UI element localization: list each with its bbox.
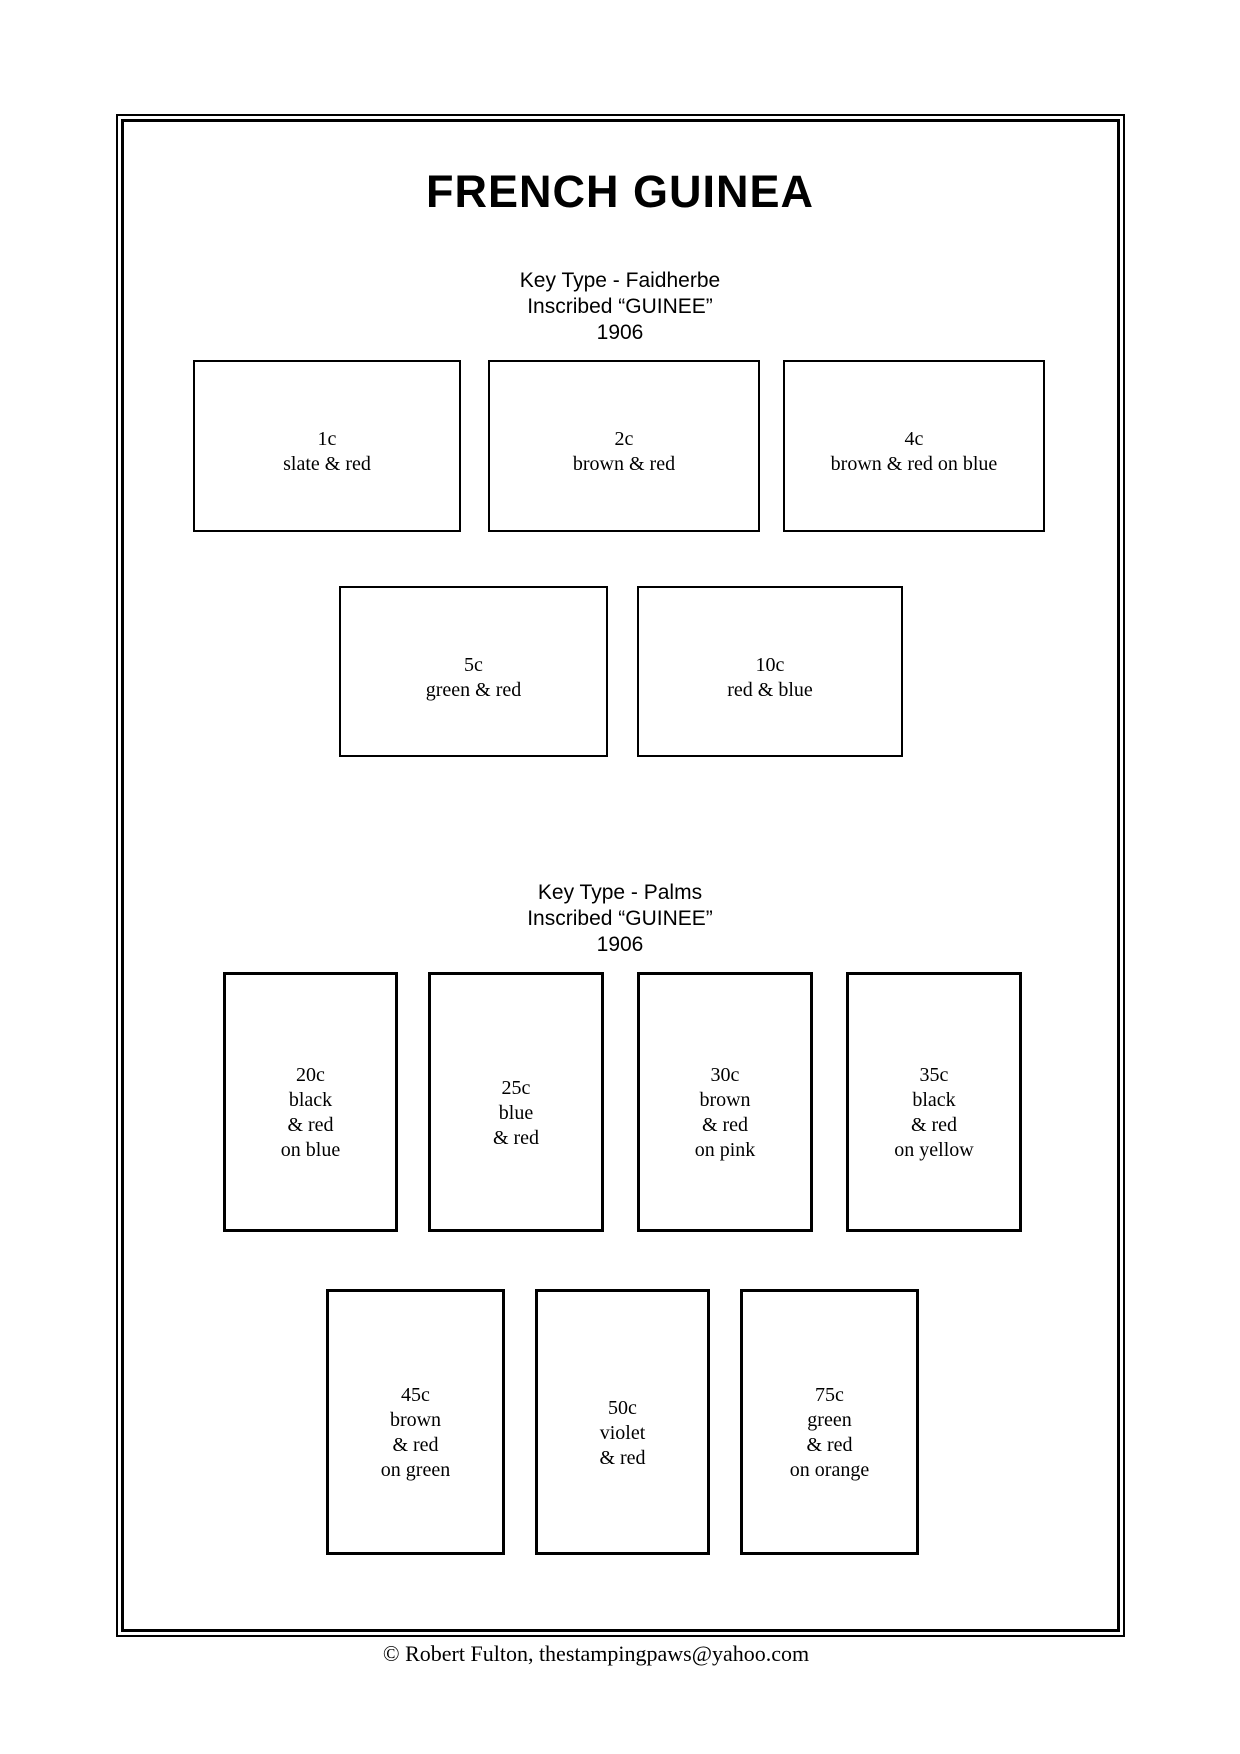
stamp-color: violet: [599, 1421, 646, 1444]
stamp-color: & red: [701, 1114, 749, 1136]
stamp-color: & red: [492, 1126, 540, 1149]
section-key-type: Key Type - Palms: [537, 881, 703, 904]
stamp-color: & red: [806, 1434, 853, 1456]
stamp-color: red & blue: [727, 678, 813, 701]
stamp-color: & red: [287, 1114, 334, 1136]
copyright-footer: © Robert Fulton, thestampingpaws@yahoo.com: [382, 1641, 810, 1666]
section-inscription: Inscribed “GUINEE”: [527, 907, 713, 930]
stamp-box-25c: [428, 972, 604, 1232]
stamp-color: & red: [910, 1114, 958, 1136]
stamp-denomination: 20c: [296, 1064, 325, 1086]
section-header-faidherbe: [0, 268, 1240, 346]
stamp-box-75c: [740, 1289, 919, 1555]
stamp-color: & red: [392, 1434, 439, 1456]
stamp-color: black: [912, 1089, 956, 1111]
stamp-denomination: 45c: [401, 1384, 430, 1406]
section-inscription: Inscribed “GUINEE”: [527, 295, 713, 318]
stamp-denomination: 50c: [608, 1396, 637, 1419]
stamp-denomination: 4c: [904, 428, 924, 450]
stamp-denomination: 75c: [815, 1384, 844, 1406]
stamp-box-30c: [637, 972, 813, 1232]
stamp-box-35c: [846, 972, 1022, 1232]
stamp-denomination: 30c: [710, 1064, 740, 1086]
stamp-color: on green: [380, 1459, 451, 1481]
stamp-color: on yellow: [894, 1139, 974, 1161]
stamp-box-45c: [326, 1289, 505, 1555]
stamp-denomination: 1c: [317, 428, 337, 450]
stamp-box-5c: [339, 586, 608, 757]
stamp-box-10c: [637, 586, 903, 757]
stamp-box-2c: [488, 360, 760, 532]
section-header-palms: [0, 880, 1240, 958]
section-year: 1906: [596, 321, 644, 344]
stamp-color: on blue: [280, 1139, 341, 1161]
stamp-denomination: 10c: [755, 653, 785, 676]
section-year: 1906: [596, 933, 644, 956]
stamp-color: blue: [498, 1101, 534, 1124]
stamp-denomination: 25c: [501, 1076, 531, 1099]
stamp-denomination: 35c: [919, 1064, 949, 1086]
stamp-box-50c: [535, 1289, 710, 1555]
stamp-color: slate & red: [283, 453, 371, 475]
stamp-color: green & red: [425, 678, 522, 701]
stamp-box-1c: [193, 360, 461, 532]
stamp-denomination: 2c: [614, 428, 634, 450]
stamp-color: on orange: [789, 1459, 870, 1481]
page-title: FRENCH GUINEA: [425, 166, 814, 217]
stamp-color: brown & red: [572, 453, 676, 475]
stamp-box-4c: [783, 360, 1045, 532]
section-key-type: Key Type - Faidherbe: [519, 269, 721, 292]
stamp-color: black: [288, 1089, 333, 1111]
stamp-color: brown & red on blue: [830, 453, 998, 475]
stamp-denomination: 5c: [464, 653, 483, 676]
stamp-color: brown: [699, 1089, 751, 1111]
stamp-color: & red: [599, 1446, 646, 1469]
stamp-color: green: [807, 1409, 852, 1431]
stamp-box-20c: [223, 972, 398, 1232]
stamp-color: on pink: [694, 1139, 756, 1161]
stamp-color: brown: [389, 1409, 442, 1431]
